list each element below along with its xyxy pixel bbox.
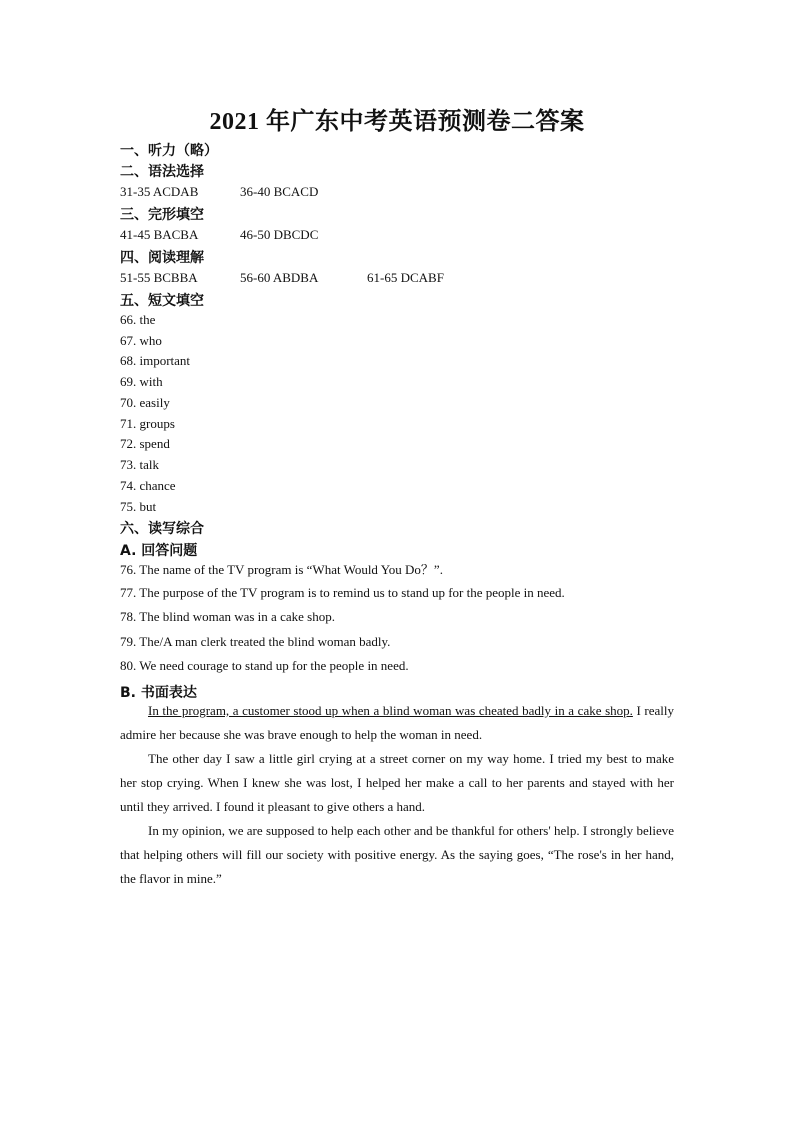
essay-paragraph-1 xyxy=(120,699,674,747)
essay-paragraph-2: The other day I saw a little girl crying at a street corner on my way home. I tried my best to make her stop crying. When I knew she was lost, I helped her make a call to her parents and stayed with her until they arrived. I found it pleasant to give others a hand. xyxy=(120,751,674,814)
fill-blank-item: 75. but xyxy=(120,499,157,514)
section-grammar-heading: 二、语法选择 xyxy=(120,164,204,180)
part-a-heading: A. 回答问题 xyxy=(120,543,198,559)
question-answer: 76. The name of the TV program is “What Would You Do？”. xyxy=(120,562,443,577)
fill-blank-item: 71. groups xyxy=(120,416,175,431)
question-answer: 80. We need courage to stand up for the people in need. xyxy=(120,658,409,673)
question-answer: 77. The purpose of the TV program is to remind us to stand up for the people in need. xyxy=(120,585,565,600)
fill-blank-item: 69. with xyxy=(120,374,163,389)
section-listening-heading: 一、听力（略） xyxy=(120,143,218,159)
fill-blank-item: 70. easily xyxy=(120,395,170,410)
section-reading-heading: 四、阅读理解 xyxy=(120,250,204,266)
fill-blank-item: 73. talk xyxy=(120,457,159,472)
fill-blank-item: 72. spend xyxy=(120,436,170,451)
grammar-answers-1: 31-35 ACDAB xyxy=(120,184,199,199)
cloze-answers-1: 41-45 BACBA xyxy=(120,227,199,242)
section-cloze-heading: 三、完形填空 xyxy=(120,207,204,223)
essay-paragraph-1-rest: I really admire her because she was brave enough to help the woman in need. xyxy=(120,703,674,742)
part-b-heading: B. 书面表达 xyxy=(120,685,197,701)
fill-blank-item: 67. who xyxy=(120,333,162,348)
grammar-answers-2: 36-40 BCACD xyxy=(240,184,319,199)
fill-blank-item: 74. chance xyxy=(120,478,176,493)
reading-answers-1: 51-55 BCBBA xyxy=(120,270,198,285)
reading-answers-2: 56-60 ABDBA xyxy=(240,270,319,285)
essay-underlined-sentence: In the program, a customer stood up when a blind woman was cheated badly in a cake shop. xyxy=(148,703,633,718)
section-fill-blank-heading: 五、短文填空 xyxy=(120,293,204,309)
cloze-answers-2: 46-50 DBCDC xyxy=(240,227,319,242)
question-answer: 79. The/A man clerk treated the blind woman badly. xyxy=(120,634,391,649)
fill-blank-item: 68. important xyxy=(120,353,191,368)
question-answer: 78. The blind woman was in a cake shop. xyxy=(120,609,335,624)
fill-blank-item: 66. the xyxy=(120,312,156,327)
essay-paragraph-3: In my opinion, we are supposed to help each other and be thankful for others' help. I strongly believe that helping others will fill our society with positive energy. As the saying goes, “The rose's in her hand, the flavor in mine.” xyxy=(120,823,674,886)
section-read-write-heading: 六、读写综合 xyxy=(120,521,204,537)
reading-answers-3: 61-65 DCABF xyxy=(367,270,444,285)
page-title: 2021 年广东中考英语预测卷二答案 xyxy=(209,109,585,135)
